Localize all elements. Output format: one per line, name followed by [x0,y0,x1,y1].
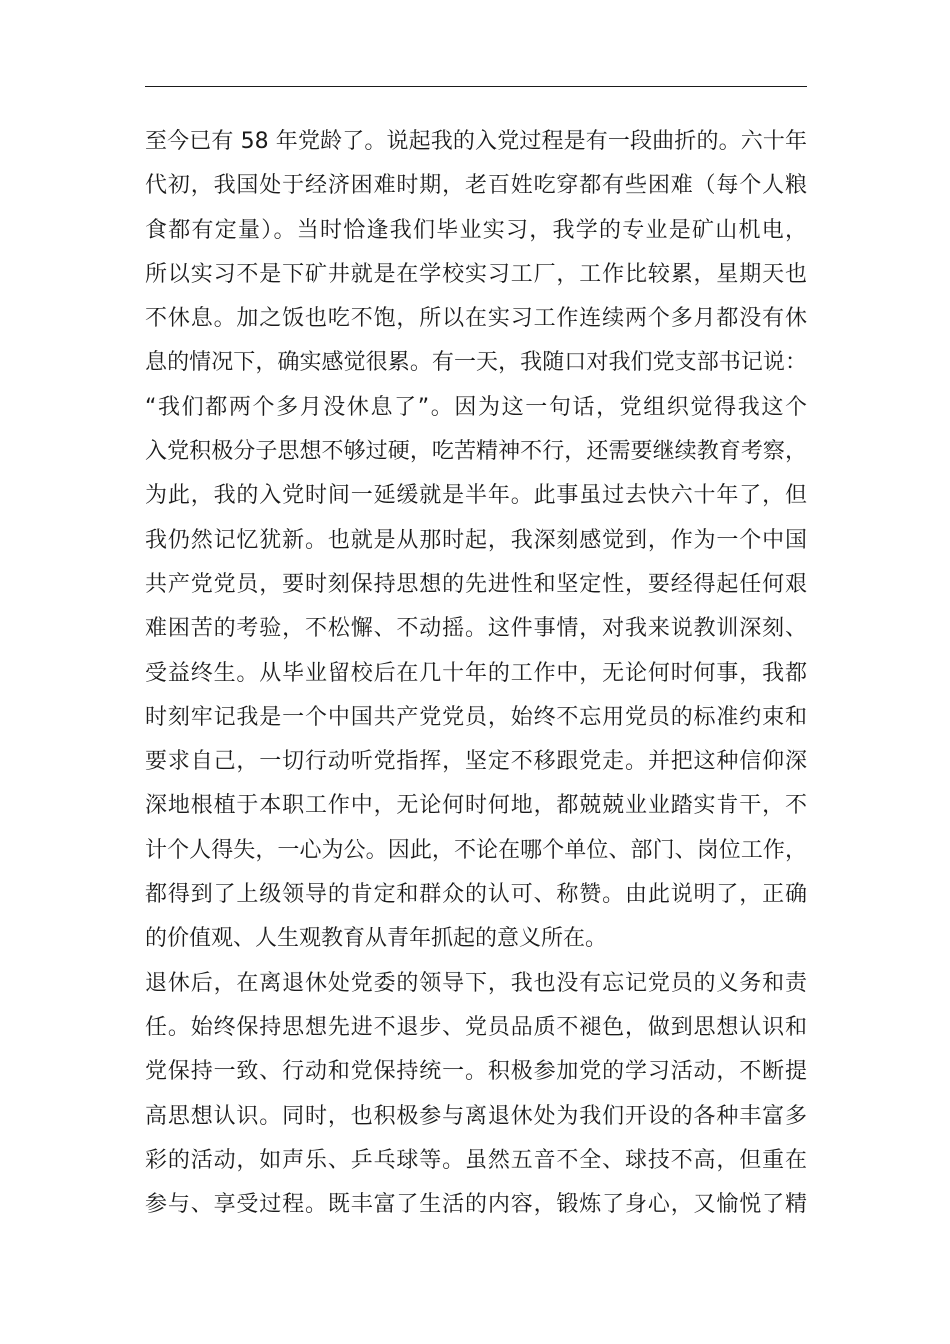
body-text [145,120,807,1227]
text-line: 为此，我的入党时间一延缓就是半年。此事虽过去快六十年了，但 [145,483,807,509]
text-line: 受益终生。从毕业留校后在几十年的工作中，无论何时何事，我都 [145,660,807,686]
text-line: 入党积极分子思想不够过硬，吃苦精神不行，还需要继续教育考察， [145,439,807,465]
text-line: 我仍然记忆犹新。也就是从那时起，我深刻感觉到，作为一个中国 [145,527,807,553]
text-line: 难困苦的考验，不松懈、不动摇。这件事情，对我来说教训深刻、 [145,616,807,642]
text-line: 任。始终保持思想先进不退步、党员品质不褪色，做到思想认识和 [145,1014,807,1040]
text-line: “我们都两个多月没休息了”。因为这一句话，党组织觉得我这个 [145,394,807,420]
text-line: 彩的活动，如声乐、乒乓球等。虽然五音不全、球技不高，但重在 [145,1147,807,1173]
text-line: 计个人得失，一心为公。因此，不论在哪个单位、部门、岗位工作， [145,837,807,863]
text-line: 高思想认识。同时，也积极参与离退休处为我们开设的各种丰富多 [145,1103,807,1129]
text-line: 至今已有 58 年党龄了。说起我的入党过程是有一段曲折的。六十年 [145,129,807,154]
text-line: 息的情况下，确实感觉很累。有一天，我随口对我们党支部书记说： [145,350,807,376]
text-line: 时刻牢记我是一个中国共产党党员，始终不忘用党员的标准约束和 [145,704,807,730]
text-line: 参与、享受过程。既丰富了生活的内容，锻炼了身心，又愉悦了精 [145,1192,807,1218]
text-line: 所以实习不是下矿井就是在学校实习工厂，工作比较累，星期天也 [145,261,807,287]
paragraph-2 [145,962,807,1228]
text-line: 党保持一致、行动和党保持统一。积极参加党的学习活动，不断提 [145,1059,807,1085]
text-line: 都得到了上级领导的肯定和群众的认可、称赞。由此说明了，正确 [145,882,807,908]
text-line: 的价值观、人生观教育从青年抓起的意义所在。 [145,926,608,952]
text-line: 退休后，在离退休处党委的领导下，我也没有忘记党员的义务和责 [145,970,807,996]
paragraph-1 [145,120,807,962]
text-line: 深地根植于本职工作中，无论何时何地，都兢兢业业踏实肯干，不 [145,793,807,819]
text-line: 要求自己，一切行动听党指挥，坚定不移跟党走。并把这种信仰深 [145,749,807,775]
text-line: 共产党党员，要时刻保持思想的先进性和坚定性，要经得起任何艰 [145,571,807,597]
text-line: 代初，我国处于经济困难时期，老百姓吃穿都有些困难（每个人粮 [145,173,807,199]
header-rule [145,86,807,87]
text-line: 食都有定量）。当时恰逢我们毕业实习，我学的专业是矿山机电， [145,217,807,243]
text-line: 不休息。加之饭也吃不饱，所以在实习工作连续两个多月都没有休 [145,306,807,332]
